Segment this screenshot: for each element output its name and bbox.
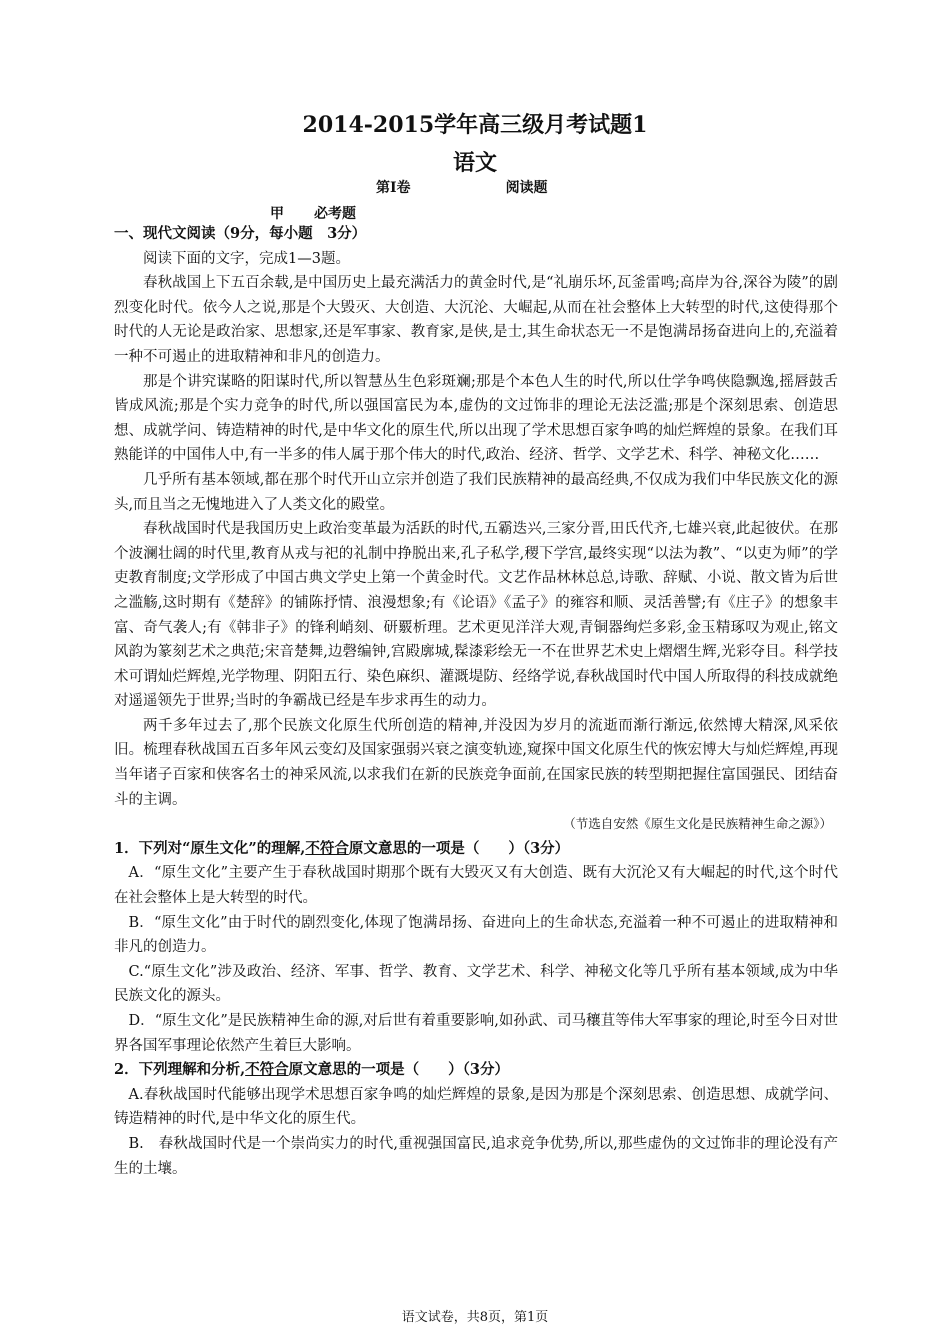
passage-paragraph: 两千多年过去了,那个民族文化原生代所创造的精神,并没因为岁月的流逝而渐行渐远,依然博大精深,风采依旧。梳理春秋战国五百多年风云变幻及国家强弱兴衰之演变轨迹,窥探中国文化原生代的恢宏博大与灿烂辉煌,再现当年诸子百家和侠客名士的神采风流,以求我们在新的民族竞争面前,在国家民族的转型期把握住富国强民、团结奋斗的主调。 [114, 717, 838, 808]
question-1-option-d: D．“原生文化”是民族精神生命的源,对后世有着重要影响,如孙武、司马穰苴等伟大军事家的理论,时至今日对世界各国军事理论依然产生着巨大影响。 [114, 1013, 838, 1054]
volume-type: 阅读题 [505, 180, 548, 196]
passage-paragraph: 春秋战国时代是我国历史上政治变革最为活跃的时代,五霸迭兴,三家分晋,田氏代齐,七雄兴衰,此起彼伏。在那个波澜壮阔的时代里,教育从戎与祀的礼制中挣脱出来,孔子私学,稷下学宫,最终实现“以法为教”、“以吏为师”的学吏教育制度;文学形成了中国古典文学史上第一个黄金时代。文艺作品林林总总,诗歌、辞赋、小说、散文皆为后世之滥觞,这时期有《楚辞》的铺陈抒情、浪漫想象;有《论语》《孟子》的雍容和顺、灵活善譬;有《庄子》的想象丰富、奇气袭人;有《韩非子》的锋利峭刻、研覈析理。艺术更见洋洋大观,青铜器绚烂多彩,金玉精琢叹为观止,铭文风韵为篆刻艺术之典范;宋音楚舞,边磬编钟,宫殿廓城,髹漆彩绘无一不在世界艺术史上熠熠生辉,光彩夺目。科学技术可谓灿烂辉煌,光学物理、阴阳五行、染色麻织、灌溉堤防、经络学说,春秋战国时代中国人所取得的科技成就绝对遥遥领先于世界;当时的争霸战已经是车步求再生的动力。 [114, 521, 838, 710]
emphasis-underline: 不符合 [305, 839, 349, 857]
passage-paragraph: 那是个讲究谋略的阳谋时代,所以智慧丛生色彩斑斓;那是个本色人生的时代,所以仕学争鸣侠隐飘逸,摇唇鼓舌皆成风流;那是个实力竞争的时代,所以强国富民为本,虚伪的文过饰非的理论无法泛滥;那是个深刻思索、创造思想、成就学问、铸造精神的时代,是中华文化的原生代,所以出现了学术思想百家争鸣的灿烂辉煌的景象。在我们耳熟能详的中国伟人中,有一半多的伟人属于那个伟大的时代,政治、经济、哲学、文学艺术、科学、神秘文化…… [114, 373, 838, 464]
passage-paragraph: 春秋战国上下五百余载,是中国历史上最充满活力的黄金时代,是“礼崩乐坏,瓦釜雷鸣;高岸为谷,深谷为陵”的剧烈变化时代。依今人之说,那是个大毁灭、大创造、大沉沦、大崛起,从而在社会整体上大转型的时代,这使得那个时代的人无论是政治家、思想家,还是军事家、教育家,是侠,是士,其生命状态无一不是饱满昂扬奋进向上的,充溢着一种不可遏止的进取精神和非凡的创造力。 [114, 275, 838, 365]
subject-title: 语文 [452, 150, 497, 176]
volume-line [376, 177, 548, 197]
passage-source: （节选自安然《原生文化是民族精神生命之源》） [563, 816, 832, 832]
question-1-stem: 1．下列对“原生文化”的理解,不符合原文意思的一项是（ ）（3分） [114, 839, 570, 857]
page-footer: 语文试卷，共8页，第1页 [401, 1310, 549, 1325]
section-heading: 一、现代文阅读（9分，每小题 3分） [114, 225, 367, 242]
question-2-stem: 2．下列理解和分析,不符合原文意思的一项是（ ）（3分） [114, 1061, 509, 1079]
group-label: 甲 [270, 206, 284, 222]
required-label: 必考题 [314, 206, 356, 222]
question-2-option-a: A.春秋战国时代能够出现学术思想百家争鸣的灿烂辉煌的景象,是因为那是个深刻思索、创造思想、成就学问、铸造精神的时代,是中华文化的原生代。 [114, 1086, 838, 1128]
volume-label: 第Ⅰ卷 [376, 180, 411, 196]
question-2-option-b: B. 春秋战国时代是一个崇尚实力的时代,重视强国富民,追求竞争优势,所以,那些虚伪的文过饰非的理论没有产生的土壤。 [114, 1135, 838, 1177]
passage-paragraph: 几乎所有基本领域,都在那个时代开山立宗并创造了我们民族精神的最高经典,不仅成为我们中华民族文化的源头,而且当之无愧地进入了人类文化的殿堂。 [114, 471, 838, 513]
question-1-option-b: B．“原生文化”由于时代的剧烈变化,体现了饱满昂扬、奋进向上的生命状态,充溢着一种不可遏止的进取精神和非凡的创造力。 [114, 914, 838, 956]
emphasis-underline: 不符合 [245, 1061, 289, 1079]
exam-title: 2014-2015学年高三级月考试题1 [302, 112, 648, 138]
exam-content [114, 222, 838, 1181]
reading-instruction: 阅读下面的文字，完成1—3题。 [143, 250, 350, 267]
required-line [270, 203, 356, 223]
question-1-option-c: C.“原生文化”涉及政治、经济、军事、哲学、教育、文学艺术、科学、神秘文化等几乎所有基本领域,成为中华民族文化的源头。 [114, 963, 838, 1005]
question-1-option-a: A．“原生文化”主要产生于春秋战国时期那个既有大毁灭又有大创造、既有大沉沦又有大崛起的时代,这个时代在社会整体上是大转型的时代。 [114, 865, 838, 907]
